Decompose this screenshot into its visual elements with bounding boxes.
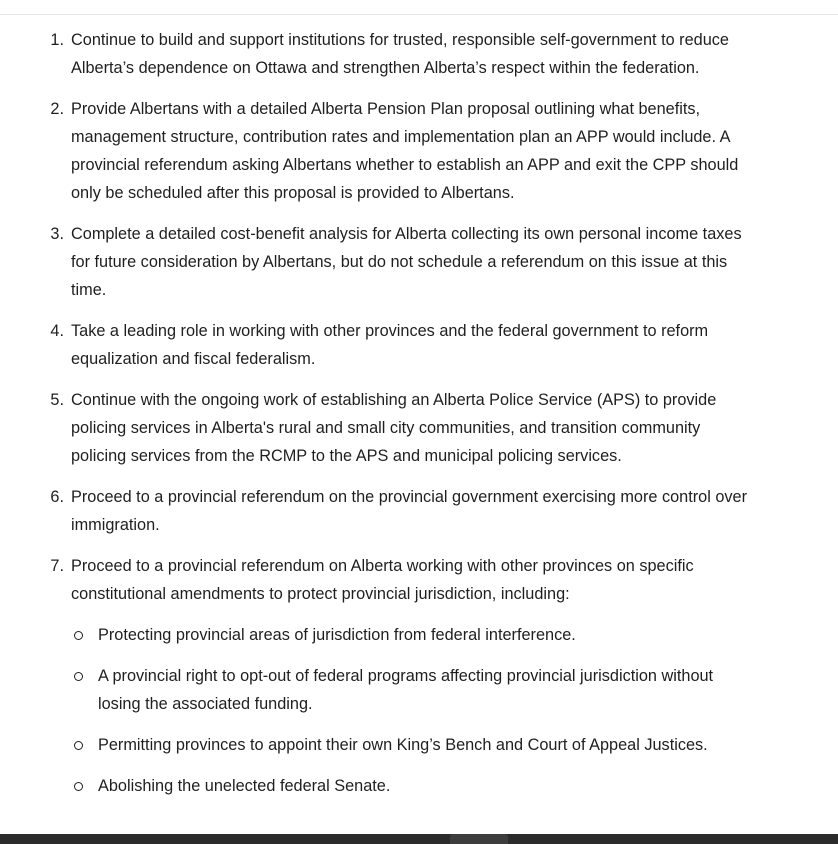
item-text: Complete a detailed cost-benefit analysis for Alberta collecting its own personal income taxes for future consideration by Albertans, but do not schedule a referendum on this issue at this time.	[71, 225, 742, 299]
item-text: Provide Albertans with a detailed Alberta Pension Plan proposal outlining what benefits, management structure, contribution rates and implementation plan an APP would include. A provincial referendum asking Albertans whether to establish an APP and exit the CPP should only be scheduled after this proposal is provided to Albertans.	[71, 100, 739, 202]
sub-list-item	[71, 621, 738, 649]
item-number: 2.	[50, 100, 64, 118]
bottom-toolbar-tab[interactable]	[450, 834, 508, 844]
bottom-toolbar	[0, 834, 838, 844]
item-number: 7.	[50, 557, 64, 575]
item-number: 6.	[50, 488, 64, 506]
list-item	[0, 483, 756, 539]
sub-list-item	[71, 731, 738, 759]
item-number: 3.	[50, 225, 64, 243]
bullet-circle-icon	[74, 782, 83, 791]
top-divider	[0, 14, 838, 15]
item-text: Proceed to a provincial referendum on the provincial government exercising more control over immigration.	[71, 488, 748, 534]
item-number: 5.	[50, 391, 64, 409]
bullet-circle-icon	[74, 741, 83, 750]
list-item	[0, 552, 756, 800]
item-number: 1.	[50, 31, 64, 49]
list-item	[0, 386, 756, 470]
article-body	[0, 26, 838, 813]
bullet-circle-icon	[74, 631, 83, 640]
item-text: Take a leading role in working with other provinces and the federal government to reform equalization and fiscal federalism.	[71, 322, 709, 368]
sub-item-text: Permitting provinces to appoint their own King’s Bench and Court of Appeal Justices.	[98, 736, 708, 754]
list-item	[0, 26, 756, 82]
sub-list	[71, 621, 756, 800]
sub-list-item	[71, 772, 738, 800]
item-number: 4.	[50, 322, 64, 340]
item-text: Proceed to a provincial referendum on Alberta working with other provinces on specific constitutional amendments to protect provincial jurisdiction, including:	[71, 557, 694, 603]
sub-item-text: Protecting provincial areas of jurisdiction from federal interference.	[98, 626, 576, 644]
list-item	[0, 317, 756, 373]
sub-item-text: Abolishing the unelected federal Senate.	[98, 777, 391, 795]
sub-item-text: A provincial right to opt-out of federal programs affecting provincial jurisdiction without losing the associated funding.	[98, 667, 714, 713]
bullet-circle-icon	[74, 672, 83, 681]
sub-list-item	[71, 662, 738, 718]
list-item	[0, 220, 756, 304]
list-item	[0, 95, 756, 207]
item-text: Continue to build and support institutions for trusted, responsible self-government to reduce Alberta’s dependence on Ottawa and strengthen Alberta’s respect within the federation.	[71, 31, 729, 77]
item-text: Continue with the ongoing work of establishing an Alberta Police Service (APS) to provide policing services in Alberta's rural and small city communities, and transition community policing services from the RCMP to the APS and municipal policing services.	[71, 391, 717, 465]
recommendations-list	[0, 26, 838, 800]
